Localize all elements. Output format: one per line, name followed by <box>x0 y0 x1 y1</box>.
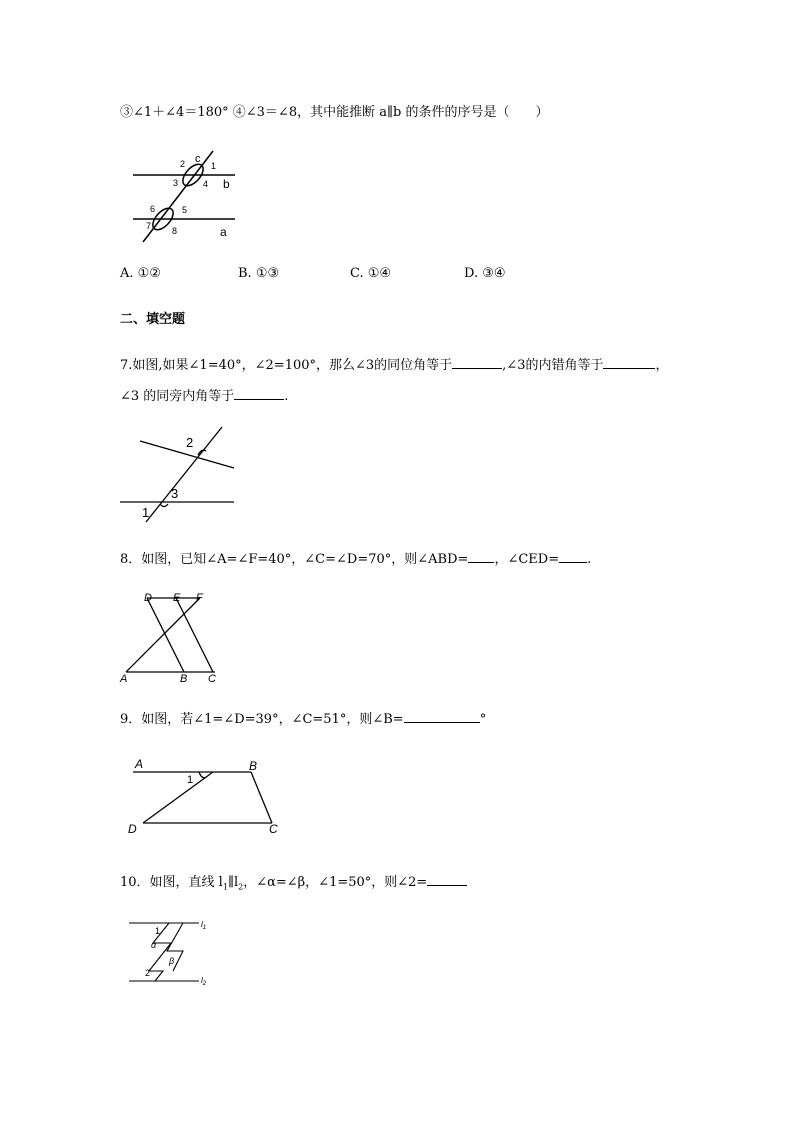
q8-blank-2[interactable] <box>559 549 587 563</box>
q10-text-2: ∥l <box>227 875 239 890</box>
q7-text-2: ,∠3的内错角等于 <box>502 358 604 373</box>
q7-line1 <box>120 355 668 375</box>
q10-figure <box>123 915 215 987</box>
q8-line <box>120 549 591 569</box>
q10-text-1: 10．如图，直线 l <box>120 875 223 890</box>
q9-label-b: B <box>249 759 258 773</box>
q7-label-n1: 1 <box>142 505 150 520</box>
q8-text-1: 8．如图，已知∠A=∠F=40°，∠C=∠D=70°，则∠ABD= <box>120 552 469 567</box>
q6-label-a: a <box>220 225 227 239</box>
q10-sub-1: 1 <box>222 882 228 892</box>
q10-sub-2: 2 <box>238 882 244 892</box>
q6-label-n6: 6 <box>150 204 156 214</box>
q6-label-n3: 3 <box>173 178 179 188</box>
q6-label-n1: 1 <box>211 161 217 171</box>
q8-text-2: ，∠CED= <box>494 552 560 567</box>
q10-line <box>120 872 467 897</box>
q7-text-5: . <box>284 389 289 404</box>
q8-label-c: C <box>208 673 216 684</box>
q10-text-3: ，∠α=∠β，∠1=50°，则∠2= <box>243 875 428 890</box>
q10-label-l2: $l_2$ <box>201 976 207 987</box>
q8-label-f: F <box>196 592 203 604</box>
q9-label-n1: 1 <box>187 774 194 786</box>
q8-label-d: D <box>144 592 152 604</box>
q7-label-n3: 3 <box>171 486 179 501</box>
q9-blank-1[interactable] <box>404 709 480 723</box>
q9-label-a: A <box>135 757 144 771</box>
q6-label-n8: 8 <box>172 226 178 236</box>
q7-blank-3[interactable] <box>234 386 284 400</box>
q8-label-a: A <box>120 673 128 684</box>
q10-label-l1: $l_1$ <box>201 920 207 931</box>
q8-label-e: E <box>173 592 181 604</box>
q7-label-n2: 2 <box>186 435 194 450</box>
q6-label-n2: 2 <box>180 159 186 169</box>
q7-text-3: ， <box>655 358 669 373</box>
q6-option-b: B. ①③ <box>238 266 280 281</box>
section-title: 二、填空题 <box>120 312 186 327</box>
q6-label-c: c <box>195 153 201 165</box>
q7-text-1: 7.如图,如果∠1=40°，∠2=100°，那么∠3的同位角等于 <box>120 358 453 373</box>
q7-blank-2[interactable] <box>603 355 655 369</box>
q6-label-n7: 7 <box>146 221 152 231</box>
q9-text-1: 9．如图，若∠1=∠D=39°，∠C=51°，则∠B= <box>120 712 404 727</box>
q10-label-n1: 1 <box>155 926 161 936</box>
q6-option-c: C. ①④ <box>350 266 392 281</box>
q6-line: ③∠1＋∠4＝180° ④∠3＝∠8，其中能推断 a∥b 的条件的序号是（ ） <box>120 105 549 120</box>
q6-figure <box>125 148 245 243</box>
q7-figure <box>118 425 236 525</box>
q8-label-b: B <box>180 673 188 684</box>
q6-label-b: b <box>223 177 230 191</box>
q6-option-d: D. ③④ <box>464 266 506 281</box>
q10-label-beta: β <box>169 956 175 966</box>
q7-blank-1[interactable] <box>452 355 502 369</box>
q6-label-n4: 4 <box>203 179 209 189</box>
q8-blank-1[interactable] <box>468 549 494 563</box>
q7-line2 <box>120 386 288 406</box>
q10-blank-1[interactable] <box>427 872 467 886</box>
q10-label-alpha: α <box>151 940 157 950</box>
q9-text-2: ° <box>479 712 487 727</box>
q6-option-a: A. ①② <box>120 266 161 281</box>
q7-text-4: ∠3 的同旁内角等于 <box>120 389 235 404</box>
q8-text-3: . <box>587 552 592 567</box>
q8-figure <box>118 588 228 684</box>
q9-label-d: D <box>128 822 137 836</box>
q9-label-c: C <box>269 822 278 836</box>
q10-label-n2: 2 <box>145 968 151 978</box>
q6-label-n5: 5 <box>182 205 188 215</box>
q9-figure <box>125 755 285 837</box>
q9-line <box>120 709 486 729</box>
